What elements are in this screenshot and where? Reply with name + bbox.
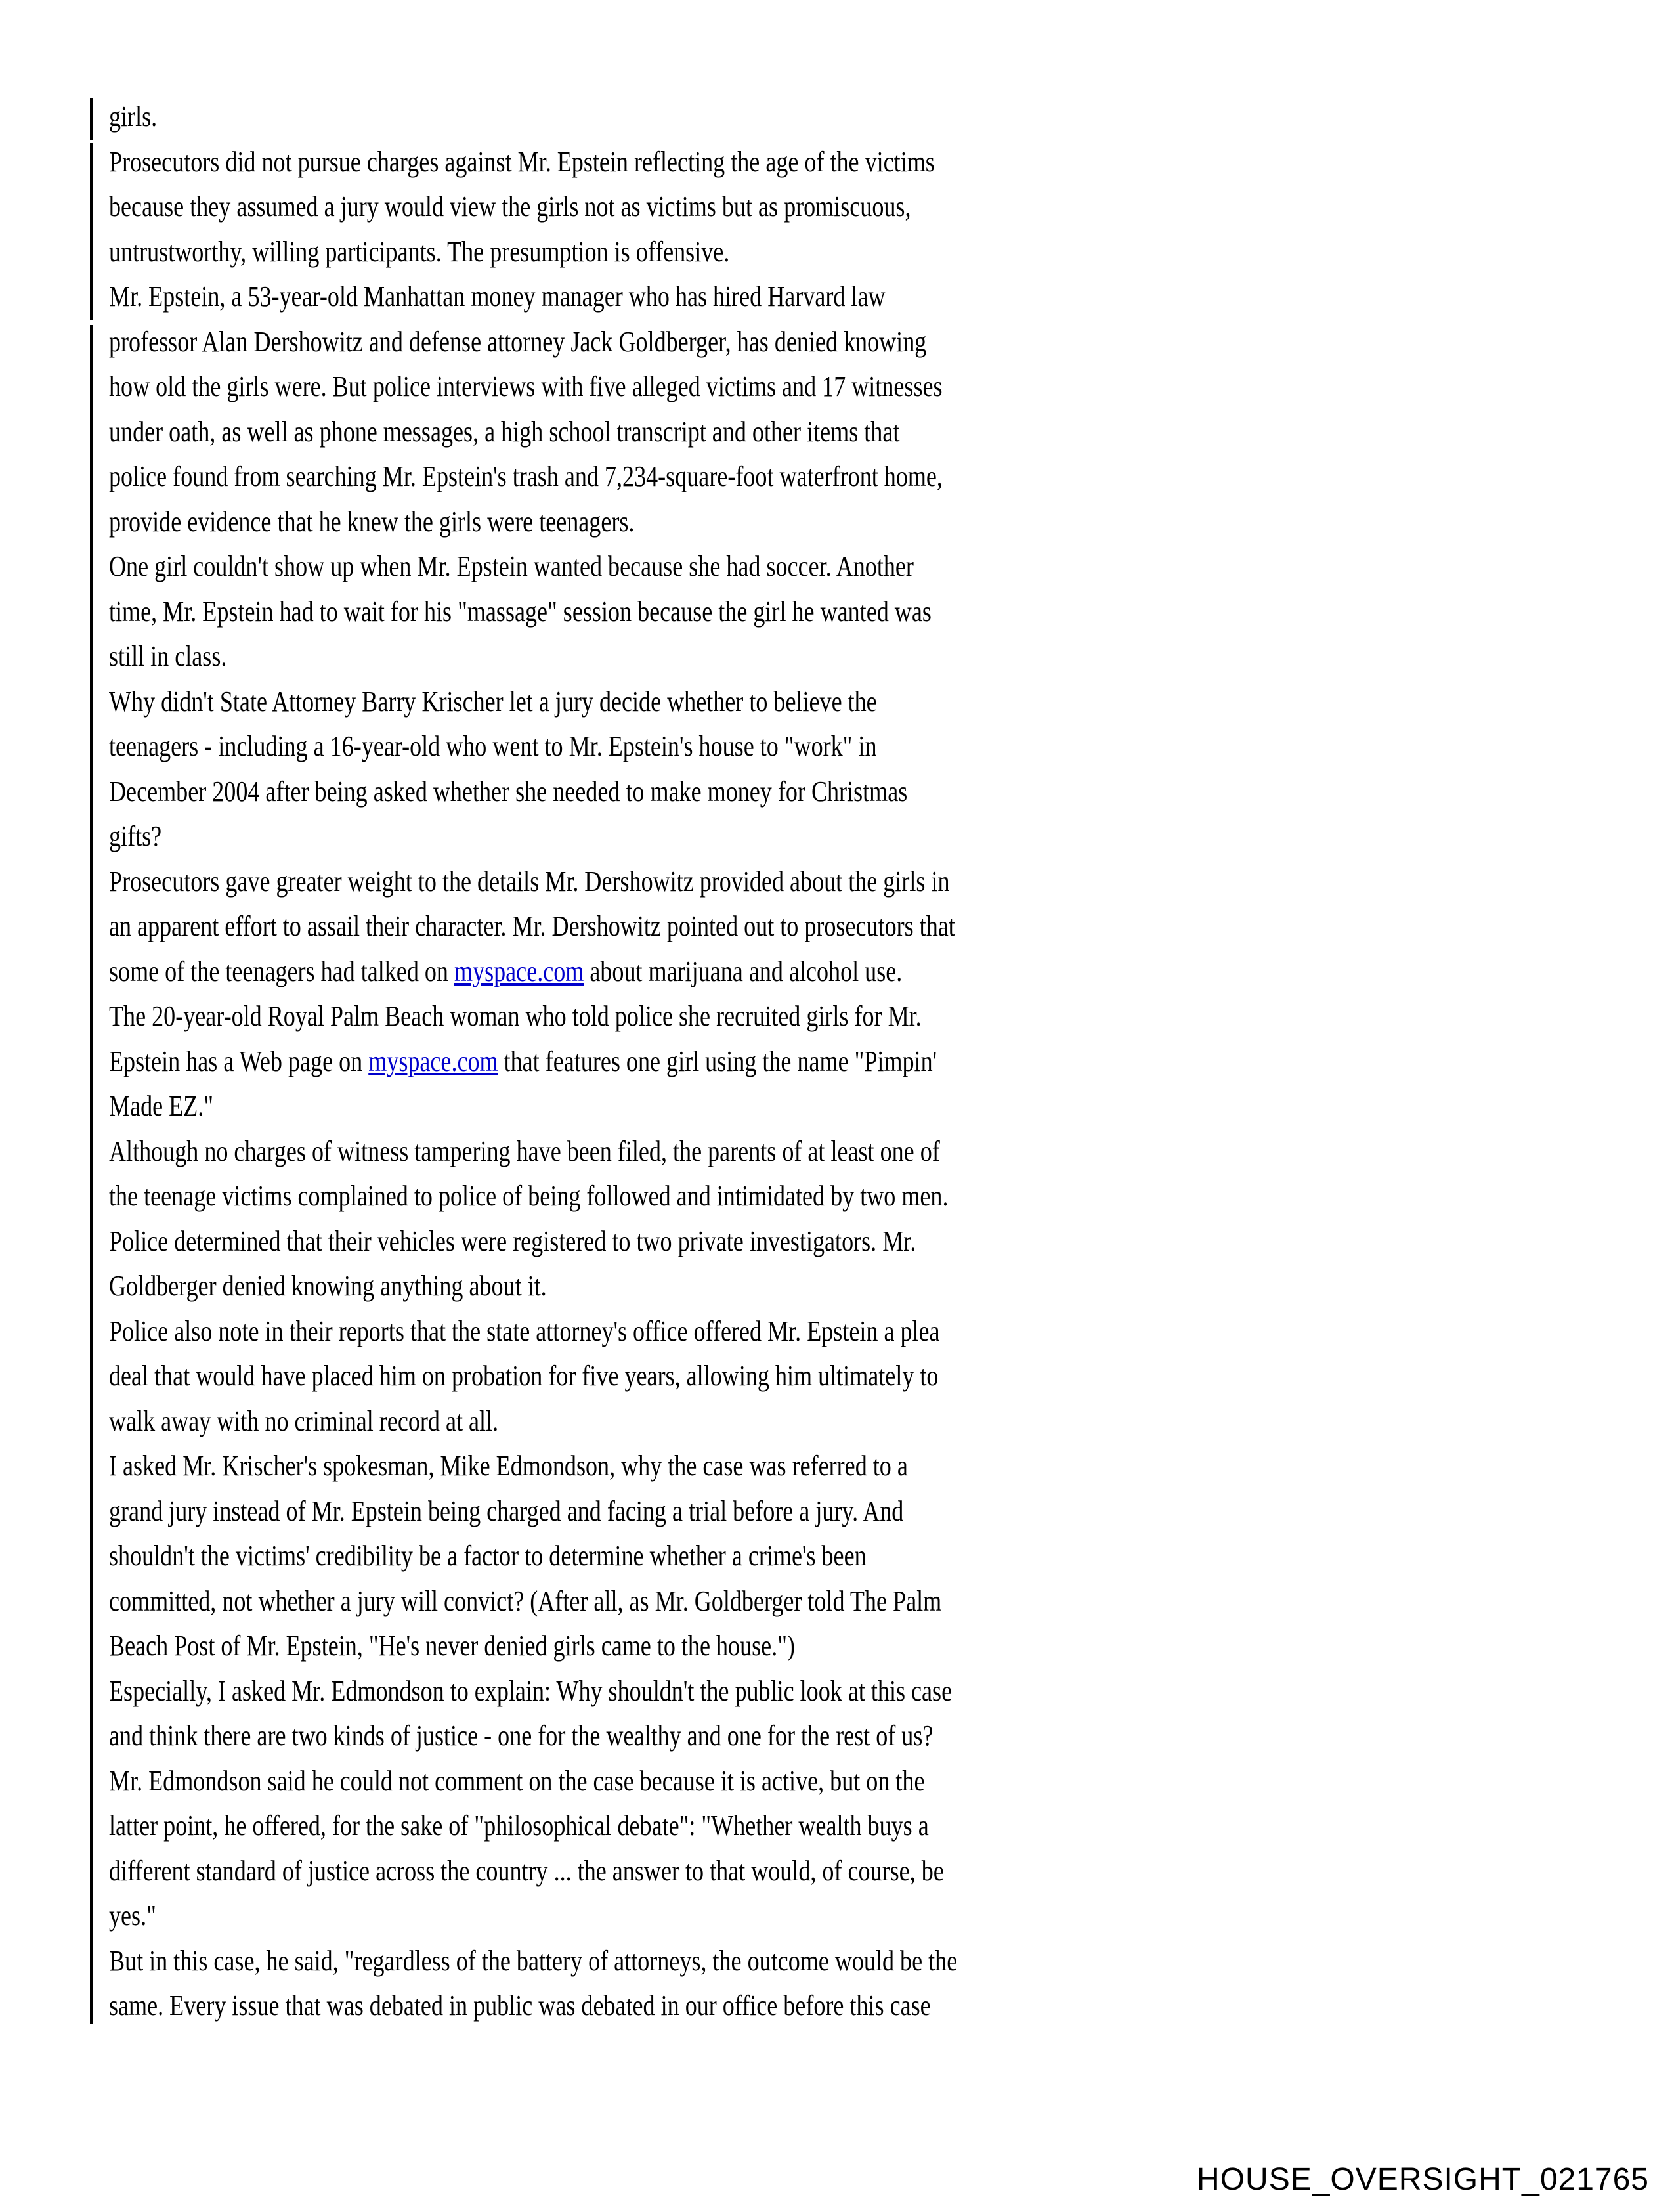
- text-line: police found from searching Mr. Epstein's trash and 7,234-square-foot waterfront home,: [109, 460, 943, 492]
- text-line: girls.: [109, 100, 158, 133]
- text-line: the teenage victims complained to police of being followed and intimidated by two men.: [109, 1180, 949, 1212]
- text-line: still in class.: [109, 640, 227, 672]
- text-line: Beach Post of Mr. Epstein, "He's never denied girls came to the house."): [109, 1630, 795, 1662]
- text-line: latter point, he offered, for the sake of "philosophical debate": "Whether wealth buys a: [109, 1810, 929, 1842]
- text-line: an apparent effort to assail their character. Mr. Dershowitz pointed out to prosecutors that: [109, 910, 955, 942]
- text-line: under oath, as well as phone messages, a high school transcript and other items that: [109, 415, 900, 448]
- text-line: yes.": [109, 1899, 156, 1932]
- text-line: grand jury instead of Mr. Epstein being charged and facing a trial before a jury. And: [109, 1494, 904, 1527]
- text-line: professor Alan Dershowitz and defense attorney Jack Goldberger, has denied knowing: [109, 325, 927, 358]
- text-line: Mr. Epstein, a 53-year-old Manhattan money manager who has hired Harvard law: [109, 280, 886, 313]
- text-line: shouldn't the victims' credibility be a factor to determine whether a crime's been: [109, 1540, 867, 1572]
- text-line: Made EZ.": [109, 1090, 214, 1122]
- myspace-link[interactable]: myspace.com: [454, 955, 584, 987]
- myspace-link[interactable]: myspace.com: [368, 1045, 498, 1077]
- quote-lines: [109, 95, 957, 2029]
- text-line: different standard of justice across the country ... the answer to that would, of course, be: [109, 1854, 944, 1887]
- text-line: walk away with no criminal record at all.: [109, 1404, 499, 1437]
- text-segment: some of the teenagers had talked on: [109, 955, 454, 987]
- text-segment: that features one girl using the name "Pimpin': [498, 1045, 937, 1077]
- text-line: [109, 1039, 957, 1085]
- text-line: same. Every issue that was debated in public was debated in our office before this case: [109, 1989, 931, 2022]
- text-line: Police also note in their reports that the state attorney's office offered Mr. Epstein a plea: [109, 1314, 940, 1347]
- text-line: Prosecutors did not pursue charges against Mr. Epstein reflecting the age of the victims: [109, 145, 935, 178]
- quote-bar-segment: [90, 98, 93, 140]
- text-line: Goldberger denied knowing anything about it.: [109, 1270, 547, 1302]
- text-line: time, Mr. Epstein had to wait for his "massage" session because the girl he wanted was: [109, 595, 932, 628]
- text-line: gifts?: [109, 820, 162, 852]
- text-line: Prosecutors gave greater weight to the details Mr. Dershowitz provided about the girls in: [109, 865, 950, 898]
- text-line: provide evidence that he knew the girls were teenagers.: [109, 505, 635, 538]
- text-line: But in this case, he said, "regardless of the battery of attorneys, the outcome would be the: [109, 1944, 958, 1977]
- text-line: The 20-year-old Royal Palm Beach woman who told police she recruited girls for Mr.: [109, 1000, 922, 1032]
- text-line: Especially, I asked Mr. Edmondson to explain: Why shouldn't the public look at this case: [109, 1674, 953, 1707]
- text-line: untrustworthy, willing participants. The presumption is offensive.: [109, 235, 730, 268]
- text-segment: about marijuana and alcohol use.: [584, 955, 903, 987]
- text-line: because they assumed a jury would view the girls not as victims but as promiscuous,: [109, 190, 911, 223]
- text-line: I asked Mr. Krischer's spokesman, Mike Edmondson, why the case was referred to a: [109, 1450, 908, 1482]
- text-line: how old the girls were. But police interviews with five alleged victims and 17 witnesses: [109, 370, 943, 402]
- text-line: committed, not whether a jury will convict? (After all, as Mr. Goldberger told The Palm: [109, 1584, 942, 1617]
- quote-bar-segment: [90, 325, 93, 2024]
- text-line: Mr. Edmondson said he could not comment on the case because it is active, but on the: [109, 1764, 925, 1797]
- text-line: One girl couldn't show up when Mr. Epstein wanted because she had soccer. Another: [109, 550, 914, 582]
- text-line: Police determined that their vehicles were registered to two private investigators. Mr.: [109, 1225, 916, 1257]
- text-line: deal that would have placed him on probation for five years, allowing him ultimately to: [109, 1360, 939, 1392]
- text-line: teenagers - including a 16-year-old who went to Mr. Epstein's house to "work" in: [109, 730, 877, 762]
- text-line: December 2004 after being asked whether she needed to make money for Christmas: [109, 775, 908, 808]
- text-line: and think there are two kinds of justice - one for the wealthy and one for the rest of us?: [109, 1720, 934, 1752]
- bates-number: HOUSE_OVERSIGHT_021765: [1197, 2162, 1649, 2197]
- text-segment: Epstein has a Web page on: [109, 1045, 369, 1077]
- text-line: Why didn't State Attorney Barry Krischer let a jury decide whether to believe the: [109, 685, 877, 718]
- text-line: [109, 949, 957, 995]
- quote-bar-segment: [90, 143, 93, 320]
- text-line: Although no charges of witness tampering have been filed, the parents of at least one of: [109, 1135, 940, 1167]
